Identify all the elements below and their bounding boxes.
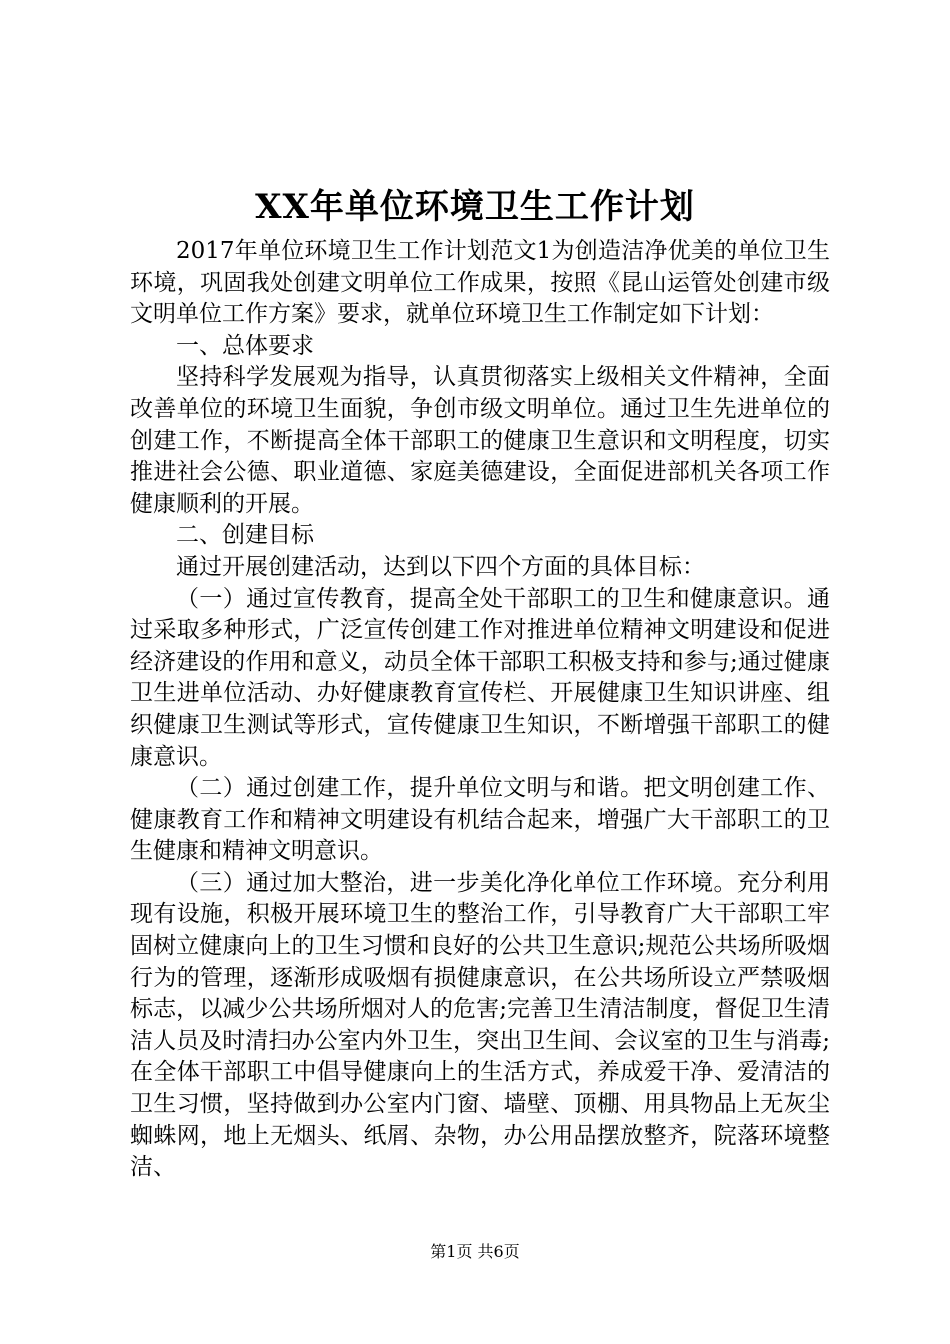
paragraph-goals-intro: 通过开展创建活动，达到以下四个方面的具体目标： [176,553,705,580]
paragraph-goal-1: （一）通过宣传教育，提高全处干部职工的卫生和健康意识。通过采取多种形式，广泛宣传创建工作对推进单位精神文明建设和促进经济建设的作用和意义，动员全体干部职工积极支持和参与;通过健康卫生进单位活动、办好健康教育宣传栏、开展健康卫生知识讲座、组织健康卫生测试等形式，宣传健康卫生知识，不断增强干部职工的健康意识。 [130,585,830,770]
section-heading-general-requirements: 一、总体要求 [176,332,314,359]
section-heading-goals: 二、创建目标 [176,522,314,549]
paragraph-intro: 2017年单位环境卫生工作计划范文1为创造洁净优美的单位卫生环境，巩固我处创建文明单位工作成果，按照《昆山运管处创建市级文明单位工作方案》要求，就单位环境卫生工作制定如下计划： [130,238,830,328]
paragraph-goal-3: （三）通过加大整治，进一步美化净化单位工作环境。充分利用现有设施，积极开展环境卫生的整治工作，引导教育广大干部职工牢固树立健康向上的卫生习惯和良好的公共卫生意识;规范公共场所吸烟行为的管理，逐渐形成吸烟有损健康意识，在公共场所设立严禁吸烟标志，以减少公共场所烟对人的危害;完善卫生清洁制度，督促卫生清洁人员及时清扫办公室内外卫生，突出卫生间、会议室的卫生与消毒;在全体干部职工中倡导健康向上的生活方式，养成爱干净、爱清洁的卫生习惯，坚持做到办公室内门窗、墙壁、顶棚、用具物品上无灰尘蜘蛛网，地上无烟头、纸屑、杂物，办公用品摆放整齐，院落环境整洁、 [130,869,830,1181]
paragraph-goal-2: （二）通过创建工作，提升单位文明与和谐。把文明创建工作、健康教育工作和精神文明建设有机结合起来，增强广大干部职工的卫生健康和精神文明意识。 [130,775,830,865]
page-number-footer: 第1页 共6页 [430,1242,520,1261]
document-title: XX年单位环境卫生工作计划 [255,187,695,227]
document-body [130,236,830,1184]
paragraph-general-requirements: 坚持科学发展观为指导，认真贯彻落实上级相关文件精神，全面改善单位的环境卫生面貌，争创市级文明单位。通过卫生先进单位的创建工作，不断提高全体干部职工的健康卫生意识和文明程度，切实推进社会公德、职业道德、家庭美德建设，全面促进部机关各项工作健康顺利的开展。 [130,364,830,517]
